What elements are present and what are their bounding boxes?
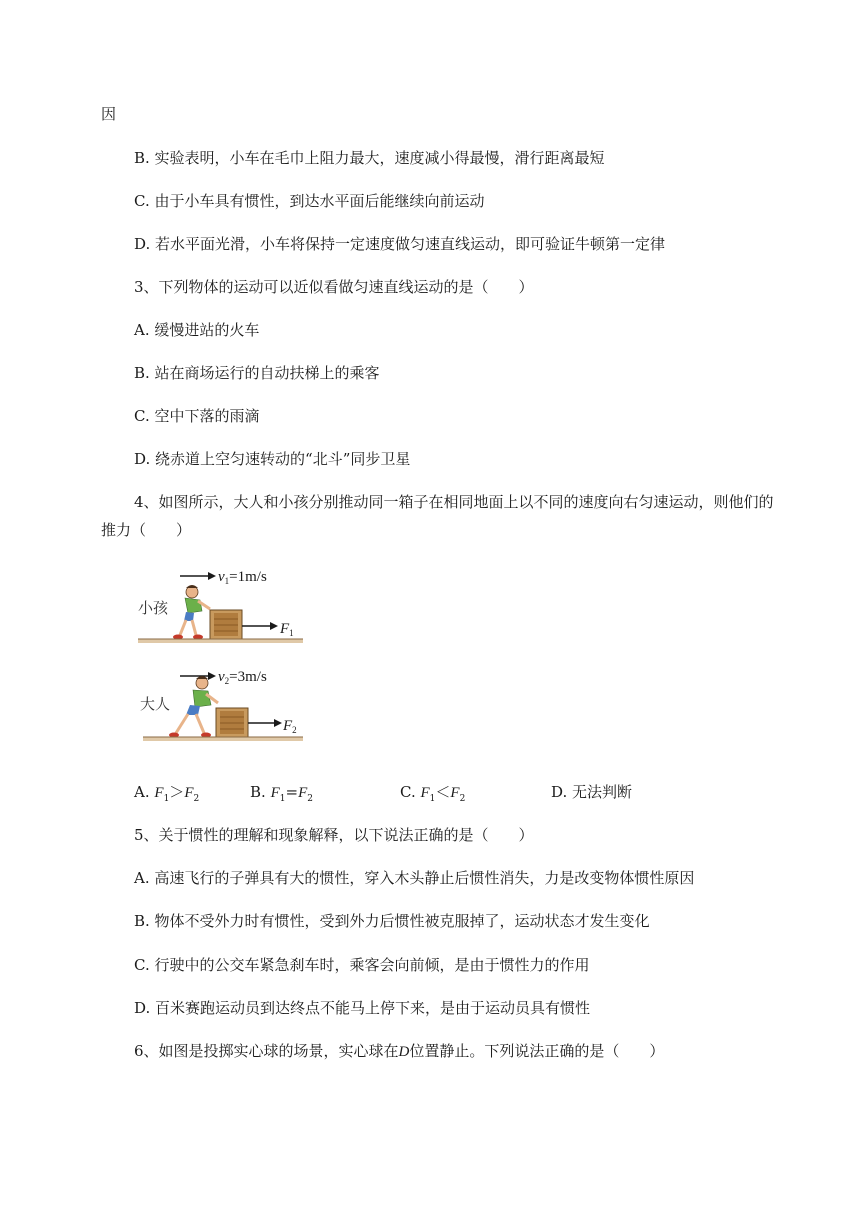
push-box-figure [138, 563, 318, 748]
v1-arrow-head [208, 572, 216, 580]
q2-option-c: C. 由于小车具有惯性，到达水平面后能继续向前运动 [134, 192, 485, 210]
question-3: 3、下列物体的运动可以近似看做匀速直线运动的是（ ） [134, 278, 534, 296]
question-5: 5、关于惯性的理解和现象解释，以下说法正确的是（ ） [134, 826, 534, 844]
adult-label: 大人 [140, 695, 171, 713]
q3-option-c: C. 空中下落的雨滴 [134, 407, 260, 425]
q5-option-a: A. 高速飞行的子弹具有大的惯性，穿入木头静止后惯性消失，力是改变物体惯性原因 [134, 869, 695, 887]
ground-top [138, 639, 303, 643]
q3-option-b: B. 站在商场运行的自动扶梯上的乘客 [134, 364, 380, 382]
child-label: 小孩 [138, 599, 169, 617]
q2-option-d: D. 若水平面光滑，小车将保持一定速度做匀速直线运动，即可验证牛顿第一定律 [134, 235, 666, 253]
q4-option-c: C. $F_1<F_2$ [400, 783, 466, 804]
q3-option-d: D. 绕赤道上空匀速转动的“北斗”同步卫星 [134, 450, 411, 468]
f1-label: $F_1$ [280, 621, 294, 638]
f2-arrow-head [274, 719, 282, 727]
question-6: 6、如图是投掷实心球的场景，实心球在D位置静止。下列说法正确的是（ ） [134, 1042, 665, 1060]
f1-arrow-head [270, 622, 278, 630]
adult-figure [169, 676, 218, 738]
line-continuation: 因 [101, 105, 117, 123]
q3-option-a: A. 缓慢进站的火车 [134, 321, 260, 339]
box-bottom [216, 708, 248, 737]
q4-option-d: D. 无法判断 [551, 783, 633, 801]
q4-option-a: A. $F_1>F_2$ [134, 783, 200, 804]
q5-option-c: C. 行驶中的公交车紧急刹车时，乘客会向前倾，是由于惯性力的作用 [134, 956, 590, 974]
q2-option-b: B. 实验表明，小车在毛巾上阻力最大，速度减小得最慢，滑行距离最短 [134, 149, 605, 167]
box-top [210, 610, 242, 639]
q4-option-b: B. $F_1=F_2$ [250, 783, 313, 804]
q5-option-b: B. 物体不受外力时有惯性，受到外力后惯性被克服掉了，运动状态才发生变化 [134, 912, 650, 930]
v2-arrow-head [208, 672, 216, 680]
ground-bottom [143, 737, 303, 741]
f2-label: $F_2$ [283, 718, 297, 735]
question-4-line2: 推力（ ） [101, 521, 192, 539]
q5-option-d: D. 百米赛跑运动员到达终点不能马上停下来，是由于运动员具有惯性 [134, 999, 591, 1017]
question-4-line1: 4、如图所示，大人和小孩分别推动同一箱子在相同地面上以不同的速度向右匀速运动，则他们的 [134, 493, 774, 511]
v2-label: $v_2=3m/s$ [218, 669, 267, 686]
child-figure [173, 585, 210, 640]
v1-label: $v_1=1m/s$ [218, 569, 267, 586]
